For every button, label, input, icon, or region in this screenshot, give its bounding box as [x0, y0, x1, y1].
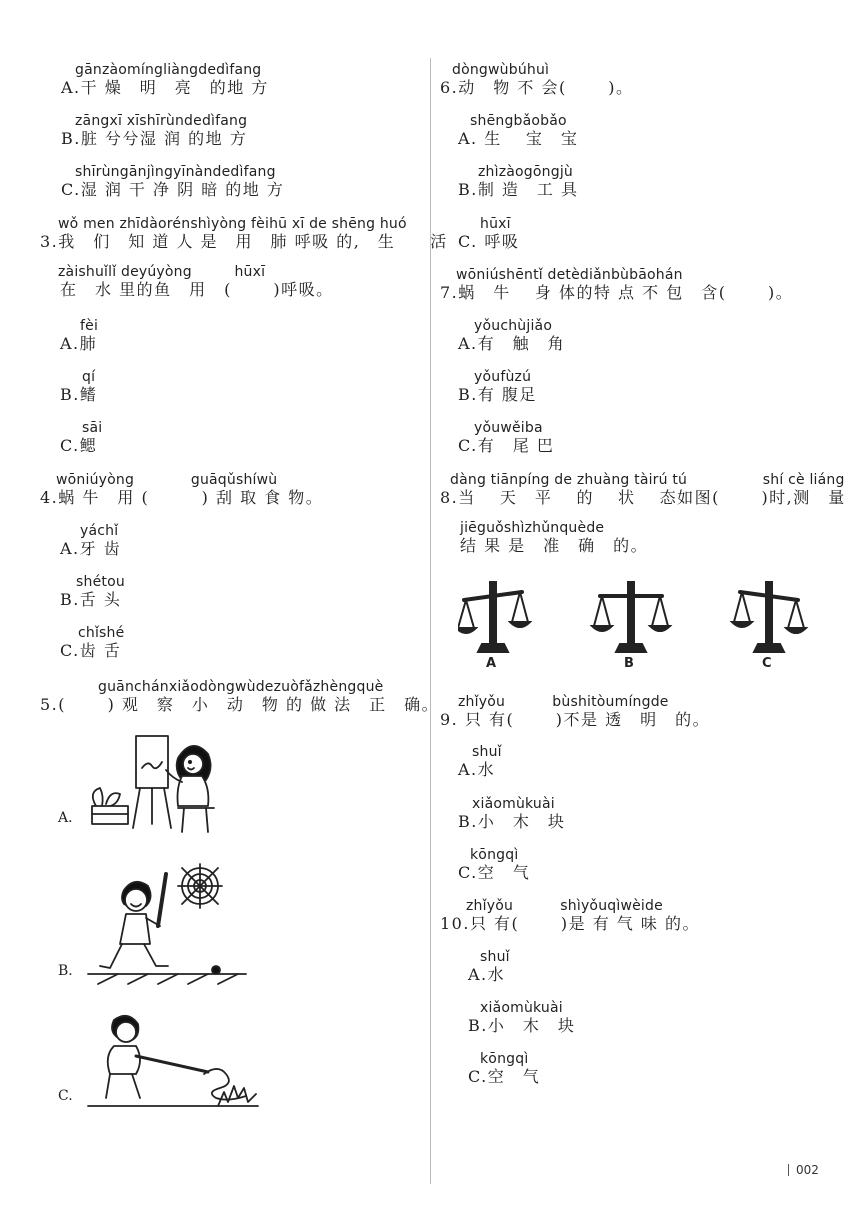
question-10: zhǐyǒu shìyǒuqìwèide 10.只 有( )是 有 气 味 的。 [440, 898, 700, 933]
question-7: wōniúshēntǐ detèdiǎnbùbāohán 7.蜗 牛 身 体的特 点 不 包 含( )。 [440, 267, 794, 302]
question-5: guānchánxiǎodòngwùdezuòfǎzhèngquè 5.( ) 观 察 小 动 物 的 做 法 正 确。 [40, 679, 440, 714]
q7-option-c[interactable]: yǒuwěiba C.有 尾 巴 [458, 420, 555, 455]
q8-scales-figure [458, 578, 818, 674]
q5-option-c-image[interactable] [78, 1010, 263, 1112]
q4-option-a[interactable]: yáchǐ A.牙 齿 [60, 523, 122, 558]
q8-label-c: C [762, 656, 772, 671]
q5-option-b-image[interactable] [78, 856, 253, 991]
page-number: 002 [788, 1163, 819, 1177]
q7-option-a[interactable]: yǒuchùjiǎo A.有 触 角 [458, 318, 566, 353]
q8-scale-c[interactable] [732, 582, 806, 652]
q5-option-a-label[interactable]: A. [58, 810, 73, 826]
question-8: dàng tiānpíng de zhuàng tàirú tú shí cè liáng 8.当 天 平 的 状 态如图( )时,测 量 jiēguǒshìzhǔnquède 结 果 是 准 确 的。 [440, 472, 846, 555]
q3-option-c[interactable]: sāi C.鳃 [60, 420, 103, 455]
q7-option-b[interactable]: yǒufùzú B.有 腹足 [458, 369, 537, 404]
q3-option-b[interactable]: qí B.鳍 [60, 369, 98, 404]
q8-scale-a[interactable] [458, 582, 530, 652]
q9-option-a[interactable]: shuǐ A.水 [458, 744, 502, 779]
q8-scale-b[interactable] [592, 582, 670, 652]
q6-option-b[interactable]: zhìzàogōngjù B.制 造 工 具 [458, 164, 579, 199]
q3-option-a[interactable]: fèi A.肺 [60, 318, 99, 353]
q4-option-b[interactable]: shétou B.舌 头 [60, 574, 125, 609]
question-4: wōniúyòng guāqǔshíwù 4.蜗 牛 用 ( ) 刮 取 食 物。 [40, 472, 324, 507]
q4-option-c[interactable]: chǐshé C.齿 舌 [60, 625, 125, 660]
q5-option-c-label[interactable]: C. [58, 1088, 73, 1104]
q2-option-a[interactable]: gānzàomíngliàngdedìfang A.干 燥 明 亮 的地 方 [61, 62, 269, 97]
q10-option-c[interactable]: kōngqì C.空 气 [468, 1051, 541, 1086]
q2-option-b[interactable]: zāngxī xīshīrùndedìfang B.脏 兮兮湿 润 的地 方 [61, 113, 248, 148]
question-9: zhǐyǒu bùshitòumíngde 9. 只 有( )不是 透 明 的。 [440, 694, 711, 729]
question-6: dòngwùbúhuì 6.动 物 不 会( )。 [440, 62, 634, 97]
q9-option-b[interactable]: xiǎomùkuài B.小 木 块 [458, 796, 566, 831]
question-3: wǒ men zhīdàorénshìyòng fèihū xī de shēng huó 3.我 们 知 道 人 是 用 肺 呼吸 的, 生 活 zàishuǐlǐ deyúyòng hūxī 在 水 里的鱼 用 ( )呼吸。 [40, 216, 448, 299]
q5-option-b-label[interactable]: B. [58, 963, 73, 979]
q8-label-a: A [486, 656, 497, 671]
q6-option-c[interactable]: hūxī C. 呼吸 [458, 216, 520, 251]
q10-option-a[interactable]: shuǐ A.水 [468, 949, 510, 984]
q6-option-a[interactable]: shēngbǎobǎo A. 生 宝 宝 [458, 113, 579, 148]
q2-option-c[interactable]: shīrùngānjìngyīnàndedìfang C.湿 润 干 净 阴 暗 的地 方 [61, 164, 285, 199]
q8-label-b: B [624, 656, 634, 671]
q10-option-b[interactable]: xiǎomùkuài B.小 木 块 [468, 1000, 576, 1035]
q9-option-c[interactable]: kōngqì C.空 气 [458, 847, 531, 882]
q5-option-a-image[interactable] [78, 728, 228, 838]
